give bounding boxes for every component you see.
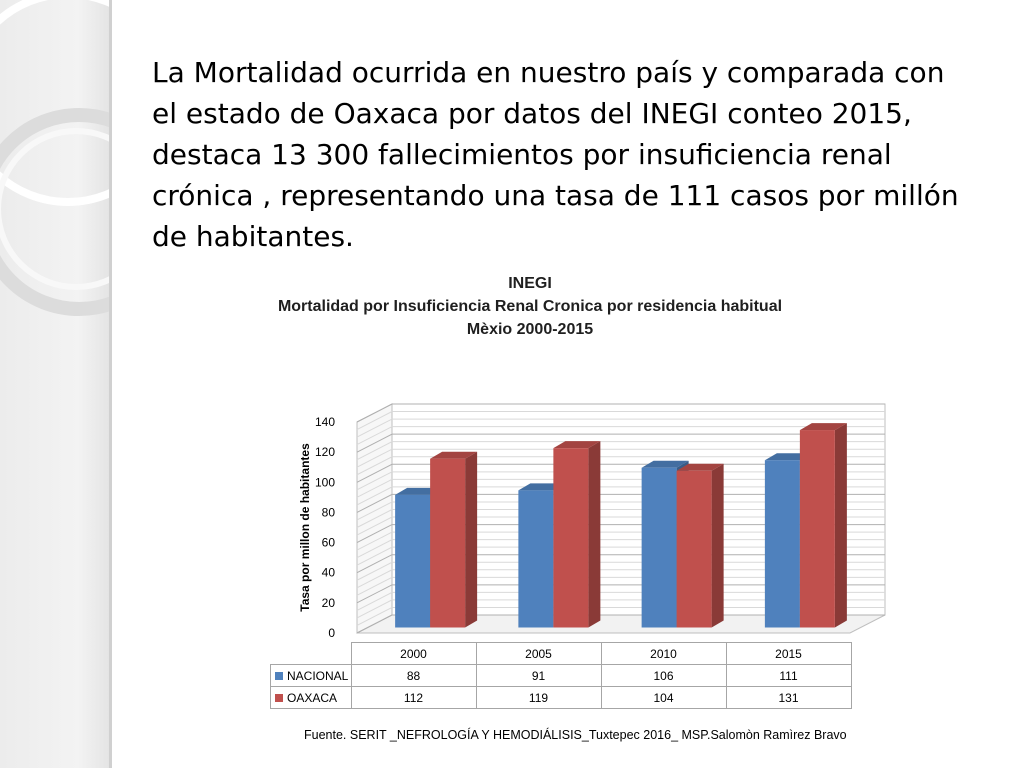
- series-name: NACIONAL: [287, 668, 349, 683]
- bar-front-face: [430, 459, 465, 628]
- table-value-cell: 112: [351, 687, 476, 709]
- legend-swatch: [275, 672, 283, 680]
- y-tick-label: 120: [314, 445, 335, 460]
- bar-side-face: [835, 423, 847, 627]
- table-category-cell: 2010: [601, 643, 726, 665]
- table-row: [271, 687, 852, 709]
- table-value-cell: 104: [601, 687, 726, 709]
- table-value-cell: 131: [726, 687, 851, 709]
- table-series-cell: [271, 687, 352, 709]
- table-value-cell: 106: [601, 665, 726, 687]
- table-series-cell: [271, 665, 352, 687]
- table-category-cell: 2000: [351, 643, 476, 665]
- bar-side-face: [465, 452, 477, 628]
- chart-title-line: Mortalidad por Insuficiencia Renal Cronica por residencia habitual: [277, 298, 783, 315]
- bar-front-face: [765, 460, 800, 627]
- bar-side-face: [712, 464, 724, 628]
- chart-title-line: Mèxio 2000-2015: [466, 321, 594, 338]
- bar-oaxaca-2005: [553, 441, 600, 627]
- y-tick-label: 40: [321, 565, 335, 580]
- bar-front-face: [553, 448, 588, 627]
- chart-title: [200, 272, 860, 341]
- y-tick-label: 80: [321, 505, 335, 520]
- table-category-cell: 2005: [476, 643, 601, 665]
- legend-swatch: [275, 694, 283, 702]
- table-value-cell: 88: [351, 665, 476, 687]
- y-tick-label: 60: [321, 535, 335, 550]
- band-edge: [109, 0, 112, 768]
- y-tick-label: 0: [328, 626, 335, 640]
- table-value-cell: 111: [726, 665, 851, 687]
- bar-chart: [265, 390, 905, 650]
- table-header-row: [271, 643, 852, 665]
- table-corner: [271, 643, 352, 665]
- bar-front-face: [395, 495, 430, 628]
- y-tick-label: 140: [314, 415, 335, 429]
- table-value-cell: 119: [476, 687, 601, 709]
- source-footnote: Fuente. SERIT _NEFROLOGÍA Y HEMODIÁLISIS_Tuxtepec 2016_ MSP.Salomòn Ramìrez Bravo: [304, 728, 847, 742]
- bar-front-face: [518, 490, 553, 627]
- y-tick-label: 100: [314, 475, 335, 490]
- table-category-cell: 2015: [726, 643, 851, 665]
- bar-front-face: [642, 468, 677, 628]
- table-row: [271, 665, 852, 687]
- slide-left-decoration: [0, 0, 112, 768]
- y-axis-title: Tasa por millon de habitantes: [298, 443, 312, 612]
- bar-front-face: [800, 430, 835, 627]
- bar-front-face: [677, 471, 712, 628]
- chart-title-line: INEGI: [508, 275, 552, 292]
- y-tick-label: 20: [321, 595, 335, 610]
- intro-paragraph: La Mortalidad ocurrida en nuestro país y comparada con el estado de Oaxaca por datos del INEGI conteo 2015, destaca 13 300 fallecimientos por insuficiencia renal crónica , representando una tasa de 111 casos por millón de habitantes.: [152, 56, 959, 253]
- table-value-cell: 91: [476, 665, 601, 687]
- bar-oaxaca-2000: [430, 452, 477, 628]
- bar-oaxaca-2010: [677, 464, 724, 628]
- bar-oaxaca-2015: [800, 423, 847, 627]
- series-name: OAXACA: [287, 690, 338, 705]
- chart-data-table: [270, 642, 852, 709]
- bar-side-face: [588, 441, 600, 627]
